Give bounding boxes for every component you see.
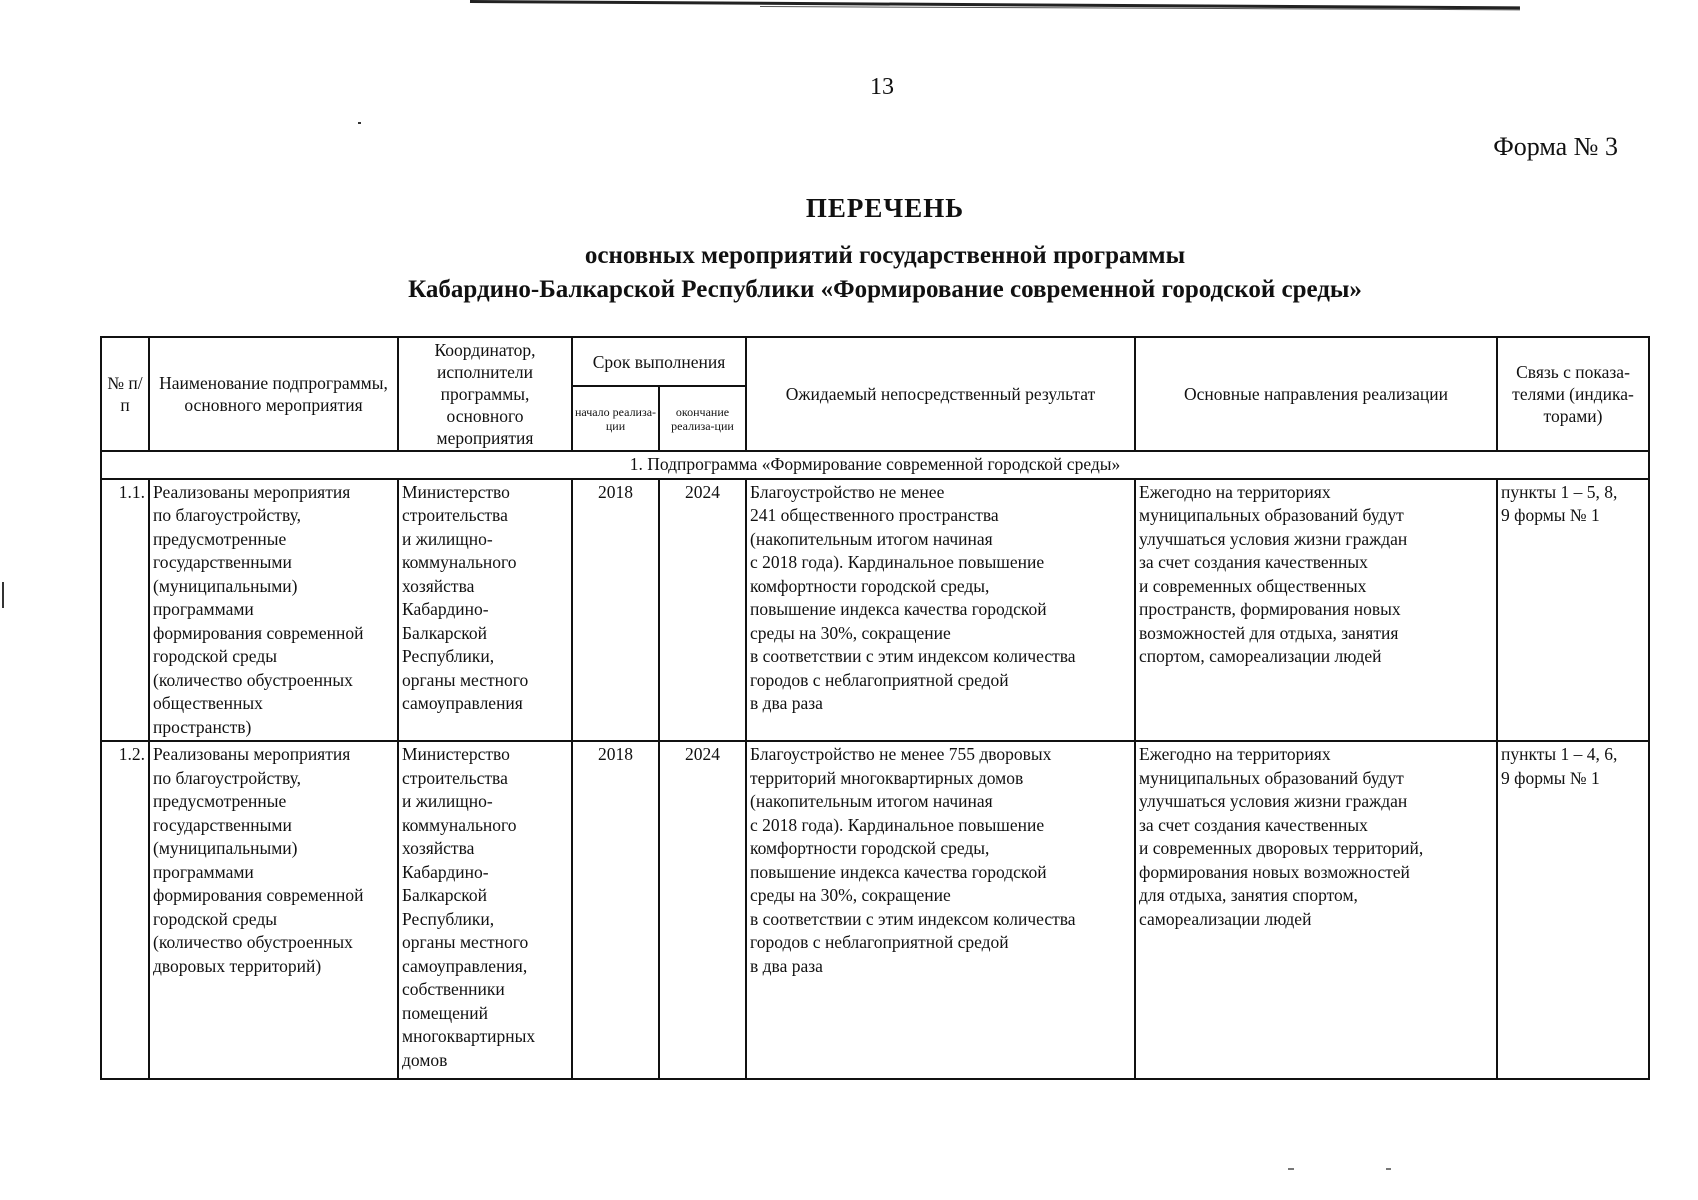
- header-directions: Основные направления реализации: [1135, 337, 1497, 451]
- form-number: Форма № 3: [1493, 132, 1618, 161]
- row-start-year: 2018: [572, 479, 659, 742]
- header-term: Срок выполнения: [572, 337, 746, 386]
- row-link: пункты 1 – 4, 6, 9 формы № 1: [1497, 741, 1649, 1079]
- row-coordinator: Министерство строительства и жилищно- коммунального хозяйства Кабардино- Балкарской Республики, органы местного самоуправления, собственники помещений многоквартирных домов: [398, 741, 572, 1079]
- scan-speck: [1386, 1168, 1391, 1170]
- header-link: Связь с показа-телями (индика-торами): [1497, 337, 1649, 451]
- row-num: 1.1.: [101, 479, 149, 742]
- document-title: ПЕРЕЧЕНЬ: [805, 193, 965, 223]
- header-row: [101, 337, 1649, 386]
- row-link: пункты 1 – 5, 8, 9 формы № 1: [1497, 479, 1649, 742]
- header-result: Ожидаемый непосредственный результат: [746, 337, 1135, 451]
- row-num: 1.2.: [101, 741, 149, 1079]
- page-number: 13: [870, 74, 894, 100]
- row-result: Благоустройство не менее 755 дворовых территорий многоквартирных домов (накопительным итогом начиная с 2018 года). Кардинальное повышение комфортности городской среды, повышение индекса качества городской среды на 30%, сокращение в соответствии с этим индексом количества городов с неблагоприятной средой в два раза: [746, 741, 1135, 1079]
- section-title: 1. Подпрограмма «Формирование современной городской среды»: [101, 451, 1649, 479]
- activities-table: [100, 336, 1650, 1080]
- row-start-year: 2018: [572, 741, 659, 1079]
- document-subtitle-line1: основных мероприятий государственной программы: [584, 242, 1186, 269]
- header-name: Наименование подпрограммы, основного мероприятия: [149, 337, 398, 451]
- table-row: [101, 741, 1649, 1079]
- row-directions: Ежегодно на территориях муниципальных образований будут улучшаться условия жизни граждан за счет создания качественных и современных дворовых территорий, формирования новых возможностей для отдыха, занятия спортом, самореализации людей: [1135, 741, 1497, 1079]
- header-term-end: окончание реализа-ции: [659, 386, 746, 451]
- row-name: Реализованы мероприятия по благоустройству, предусмотренные государственными (муниципальными) программами формирования современной городской среды (количество обустроенных общественных пространств): [149, 479, 398, 742]
- scan-speck: [358, 122, 361, 124]
- header-num: № п/п: [101, 337, 149, 451]
- row-directions: Ежегодно на территориях муниципальных образований будут улучшаться условия жизни граждан за счет создания качественных и современных общественных пространств, формирования новых возможностей для отдыха, занятия спортом, самореализации людей: [1135, 479, 1497, 742]
- scan-speck: [1288, 1168, 1294, 1170]
- row-name: Реализованы мероприятия по благоустройству, предусмотренные государственными (муниципальными) программами формирования современной городской среды (количество обустроенных дворовых территорий): [149, 741, 398, 1079]
- table-row: [101, 479, 1649, 742]
- row-coordinator: Министерство строительства и жилищно- коммунального хозяйства Кабардино- Балкарской Республики, органы местного самоуправления: [398, 479, 572, 742]
- document-subtitle-line2: Кабардино-Балкарской Республики «Формирование современной городской среды»: [408, 276, 1362, 303]
- scan-margin-mark: [2, 582, 4, 608]
- row-end-year: 2024: [659, 741, 746, 1079]
- header-coordinator: Координатор, исполнители программы, основного мероприятия: [398, 337, 572, 451]
- row-end-year: 2024: [659, 479, 746, 742]
- section-row: [101, 451, 1649, 479]
- row-result: Благоустройство не менее 241 общественного пространства (накопительным итогом начиная с 2018 года). Кардинальное повышение комфортности городской среды, повышение индекса качества городской среды на 30%, сокращение в соответствии с этим индексом количества городов с неблагоприятной средой в два раза: [746, 479, 1135, 742]
- header-term-start: начало реализа-ции: [572, 386, 659, 451]
